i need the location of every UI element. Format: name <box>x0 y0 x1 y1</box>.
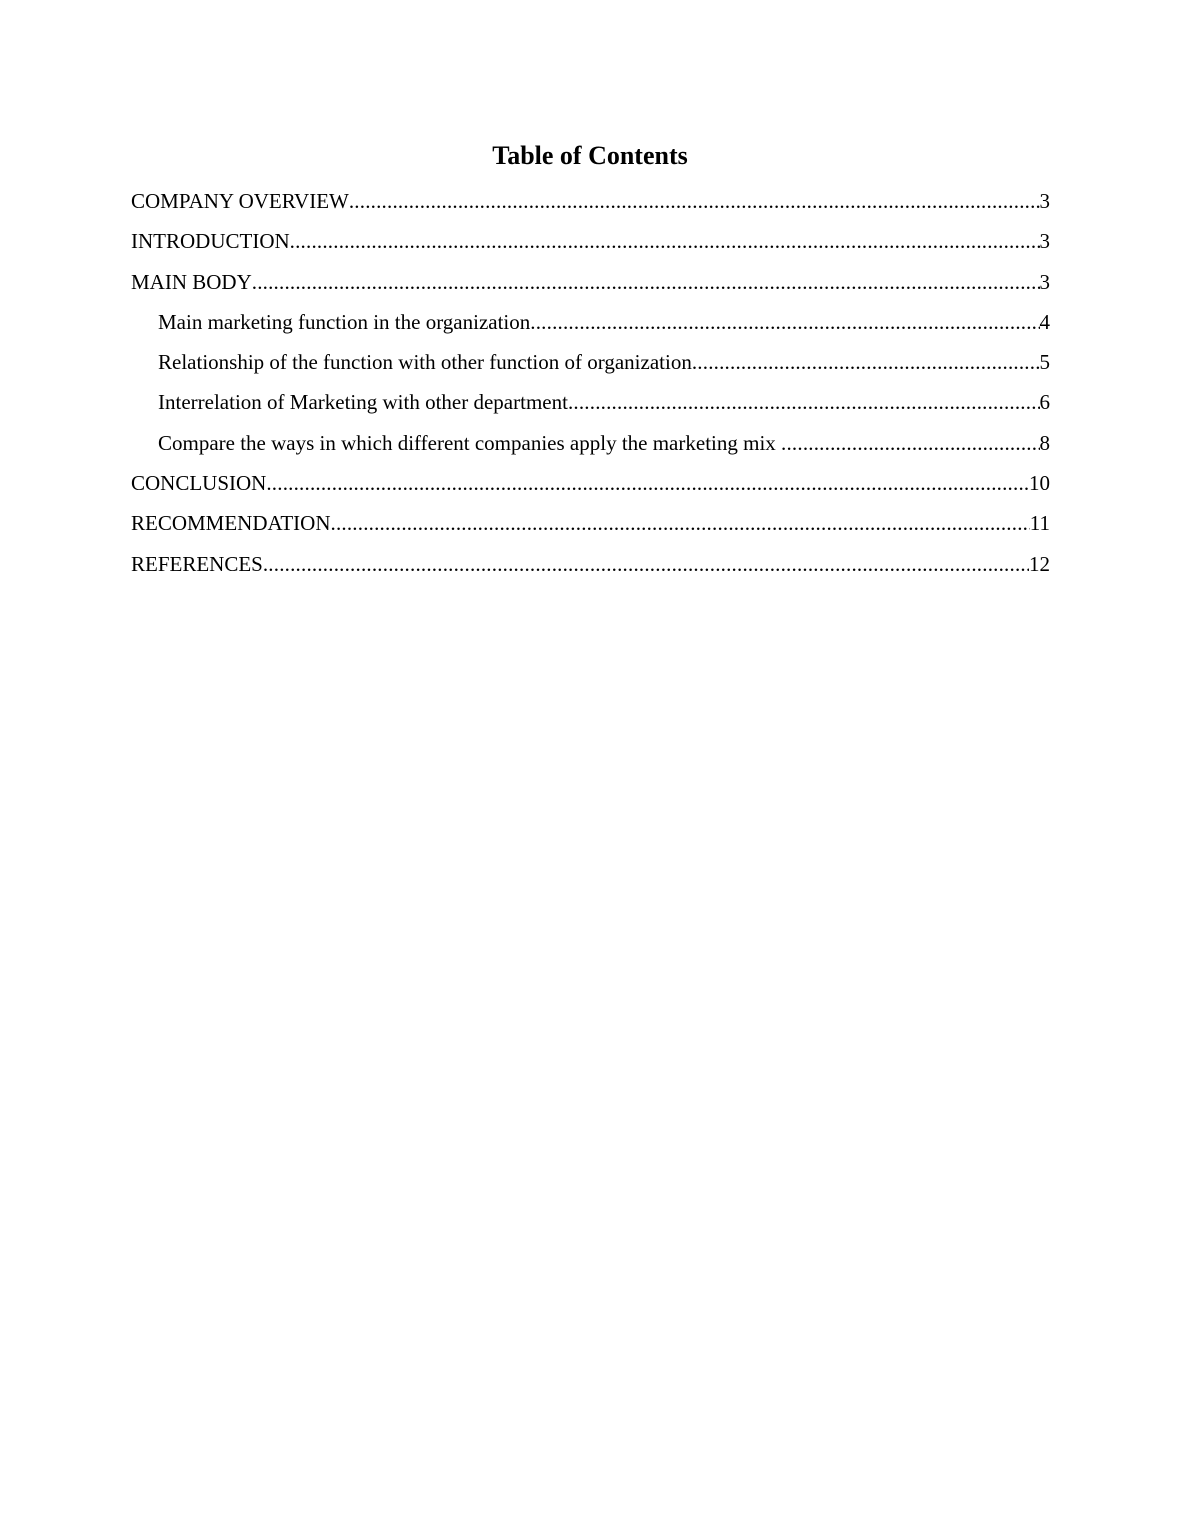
dot-leader <box>266 463 1029 503</box>
toc-page-number: 5 <box>1039 350 1050 375</box>
toc-entry-label: Relationship of the function with other function of organization <box>158 350 692 375</box>
toc-entry-label: Compare the ways in which different companies apply the marketing mix <box>158 430 782 455</box>
toc-entry-interrelation-of-marketing[interactable] <box>131 382 1050 422</box>
toc-entry-introduction[interactable] <box>131 221 1050 261</box>
dot-leader <box>331 503 1030 543</box>
toc-entry-label: RECOMMENDATION <box>131 511 331 536</box>
toc-entry-label: COMPANY OVERVIEW <box>131 189 349 213</box>
toc-page-number: 3 <box>1039 269 1050 294</box>
toc-entry-label: REFERENCES <box>131 551 263 576</box>
toc-entry-recommendation[interactable] <box>131 503 1050 543</box>
toc-list <box>131 181 1050 584</box>
toc-page-number: 3 <box>1039 189 1050 213</box>
toc-page-number: 4 <box>1039 309 1050 334</box>
toc-page-number: 11 <box>1029 511 1050 536</box>
toc-entry-label: Interrelation of Marketing with other department <box>158 390 568 415</box>
toc-entry-label: INTRODUCTION <box>131 229 290 254</box>
toc-entry-label: Main marketing function in the organization <box>158 309 531 334</box>
dot-leader <box>568 382 1040 422</box>
toc-entry-main-body[interactable] <box>131 262 1050 302</box>
dot-leader <box>290 221 1040 261</box>
toc-page-number: 3 <box>1039 229 1050 254</box>
toc-entry-company-overview[interactable] <box>131 181 1050 221</box>
dot-leader <box>263 544 1029 584</box>
toc-entry-compare-marketing-mix[interactable] <box>131 423 1050 463</box>
dot-leader <box>349 181 1040 221</box>
toc-entry-label: MAIN BODY <box>131 269 252 294</box>
dot-leader <box>252 262 1040 302</box>
toc-entry-main-marketing-function[interactable] <box>131 302 1050 342</box>
dot-leader <box>530 302 1039 342</box>
toc-entry-references[interactable] <box>131 544 1050 584</box>
toc-page-number: 10 <box>1029 471 1050 496</box>
toc-page-number: 12 <box>1029 551 1050 576</box>
toc-page-number: 6 <box>1039 390 1050 415</box>
toc-entry-conclusion[interactable] <box>131 463 1050 503</box>
toc-entry-label: CONCLUSION <box>131 471 267 496</box>
toc-title: Table of Contents <box>492 141 688 170</box>
toc-page-number: 8 <box>1039 430 1050 455</box>
toc-entry-relationship-of-function[interactable] <box>131 342 1050 382</box>
dot-leader <box>781 423 1039 463</box>
dot-leader <box>692 342 1040 382</box>
